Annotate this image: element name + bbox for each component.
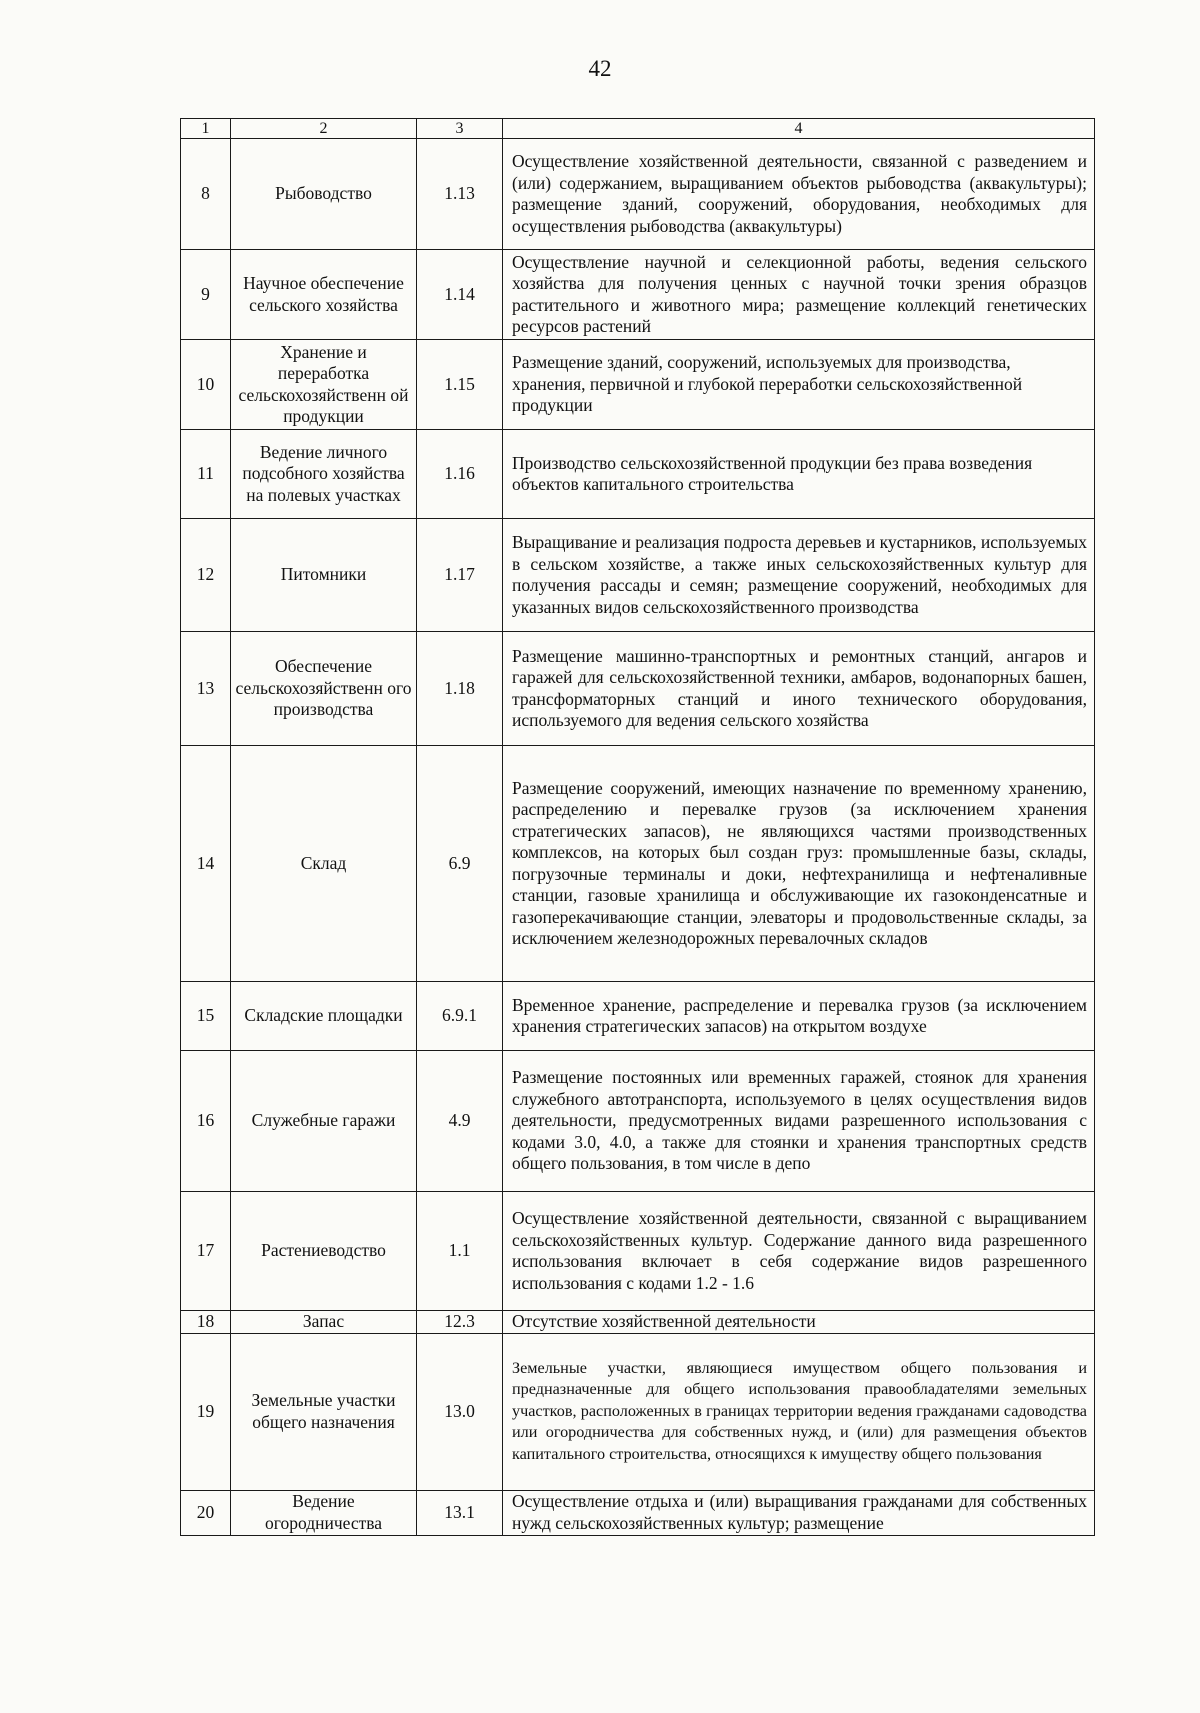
header-col-3: 3 xyxy=(417,119,503,139)
row-description: Осуществление хозяйственной деятельности, связанной с выращиванием сельскохозяйственных культур. Содержание данного вида разрешенного использования включает в себя содержание видов разрешенного использования с кодами 1.2 - 1.6 xyxy=(503,1192,1095,1311)
row-code: 1.14 xyxy=(417,250,503,340)
row-code: 6.9.1 xyxy=(417,982,503,1051)
table-row xyxy=(181,1311,1095,1334)
row-number: 19 xyxy=(181,1333,231,1490)
row-number: 18 xyxy=(181,1311,231,1334)
row-name: Земельные участки общего назначения xyxy=(231,1333,417,1490)
row-code: 1.1 xyxy=(417,1192,503,1311)
row-name: Склад xyxy=(231,746,417,982)
row-number: 9 xyxy=(181,250,231,340)
row-name: Хранение и переработка сельскохозяйственн ой продукции xyxy=(231,340,417,430)
row-number: 11 xyxy=(181,430,231,519)
row-number: 17 xyxy=(181,1192,231,1311)
table-header-row xyxy=(181,119,1095,139)
table-row xyxy=(181,340,1095,430)
row-description: Размещение машинно-транспортных и ремонтных станций, ангаров и гаражей для сельскохозяйственной техники, амбаров, водонапорных башен, трансформаторных станций и иного технического оборудования, используемого для ведения сельского хозяйства xyxy=(503,632,1095,746)
row-description: Производство сельскохозяйственной продукции без права возведения объектов капитального строительства xyxy=(503,430,1095,519)
table-row xyxy=(181,1051,1095,1192)
row-description: Отсутствие хозяйственной деятельности xyxy=(503,1311,1095,1334)
row-name: Научное обеспечение сельского хозяйства xyxy=(231,250,417,340)
row-number: 16 xyxy=(181,1051,231,1192)
row-code: 12.3 xyxy=(417,1311,503,1334)
row-number: 20 xyxy=(181,1490,231,1535)
row-name: Складские площадки xyxy=(231,982,417,1051)
row-name: Обеспечение сельскохозяйственн ого производства xyxy=(231,632,417,746)
header-col-4: 4 xyxy=(503,119,1095,139)
row-description: Осуществление хозяйственной деятельности, связанной с разведением и (или) содержанием, выращиванием объектов рыбоводства (аквакультуры); размещение зданий, сооружений, оборудования, необходимых для осуществления рыбоводства (аквакультуры) xyxy=(503,139,1095,250)
row-name: Запас xyxy=(231,1311,417,1334)
row-code: 4.9 xyxy=(417,1051,503,1192)
row-code: 1.17 xyxy=(417,519,503,632)
row-code: 1.18 xyxy=(417,632,503,746)
row-code: 1.16 xyxy=(417,430,503,519)
row-name: Питомники xyxy=(231,519,417,632)
row-number: 14 xyxy=(181,746,231,982)
row-description: Размещение зданий, сооружений, используемых для производства, хранения, первичной и глубокой переработки сельскохозяйственной продукции xyxy=(503,340,1095,430)
row-code: 6.9 xyxy=(417,746,503,982)
table-row xyxy=(181,1490,1095,1535)
row-description: Осуществление отдыха и (или) выращивания гражданами для собственных нужд сельскохозяйственных культур; размещение xyxy=(503,1490,1095,1535)
header-col-1: 1 xyxy=(181,119,231,139)
row-code: 13.0 xyxy=(417,1333,503,1490)
row-number: 10 xyxy=(181,340,231,430)
row-description: Выращивание и реализация подроста деревьев и кустарников, используемых в сельском хозяйстве, а также иных сельскохозяйственных культур для получения рассады и семян; размещение сооружений, необходимых для указанных видов сельскохозяйственного производства xyxy=(503,519,1095,632)
row-name: Растениеводство xyxy=(231,1192,417,1311)
table-row xyxy=(181,632,1095,746)
row-number: 12 xyxy=(181,519,231,632)
row-name: Ведение огородничества xyxy=(231,1490,417,1535)
land-use-table xyxy=(180,118,1095,1536)
row-number: 15 xyxy=(181,982,231,1051)
table-row xyxy=(181,519,1095,632)
row-name: Ведение личного подсобного хозяйства на полевых участках xyxy=(231,430,417,519)
row-description: Размещение сооружений, имеющих назначение по временному хранению, распределению и перевалке грузов (за исключением хранения стратегических запасов), не являющихся частями производственных комплексов, на которых был создан груз: промышленные базы, склады, погрузочные терминалы и доки, нефтехранилища и нефтеналивные станции, газовые хранилища и обслуживающие их газоконденсатные и газоперекачивающие станции, элеваторы и продовольственные склады, за исключением железнодорожных перевалочных складов xyxy=(503,746,1095,982)
row-code: 1.13 xyxy=(417,139,503,250)
table-row xyxy=(181,982,1095,1051)
row-number: 8 xyxy=(181,139,231,250)
row-code: 13.1 xyxy=(417,1490,503,1535)
row-number: 13 xyxy=(181,632,231,746)
table-row xyxy=(181,250,1095,340)
row-name: Служебные гаражи xyxy=(231,1051,417,1192)
row-description: Земельные участки, являющиеся имуществом общего пользования и предназначенные для общего использования правообладателями земельных участков, расположенных в границах территории ведения гражданами садоводства или огородничества для собственных нужд, и (или) для размещения объектов капитального строительства, относящихся к имуществу общего пользования xyxy=(503,1333,1095,1490)
row-description: Размещение постоянных или временных гаражей, стоянок для хранения служебного автотранспорта, используемого в целях осуществления видов деятельности, предусмотренных видами разрешенного использования с кодами 3.0, 4.0, а также для стоянки и хранения транспортных средств общего пользования, в том числе в депо xyxy=(503,1051,1095,1192)
row-code: 1.15 xyxy=(417,340,503,430)
page-number: 42 xyxy=(588,56,612,81)
table-row xyxy=(181,1192,1095,1311)
table-row xyxy=(181,139,1095,250)
table-row xyxy=(181,430,1095,519)
header-col-2: 2 xyxy=(231,119,417,139)
row-description: Временное хранение, распределение и перевалка грузов (за исключением хранения стратегических запасов) на открытом воздухе xyxy=(503,982,1095,1051)
row-description: Осуществление научной и селекционной работы, ведения сельского хозяйства для получения ценных с научной точки зрения образцов растительного и животного мира; размещение коллекций генетических ресурсов растений xyxy=(503,250,1095,340)
table-row xyxy=(181,746,1095,982)
table-row xyxy=(181,1333,1095,1490)
row-name: Рыбоводство xyxy=(231,139,417,250)
